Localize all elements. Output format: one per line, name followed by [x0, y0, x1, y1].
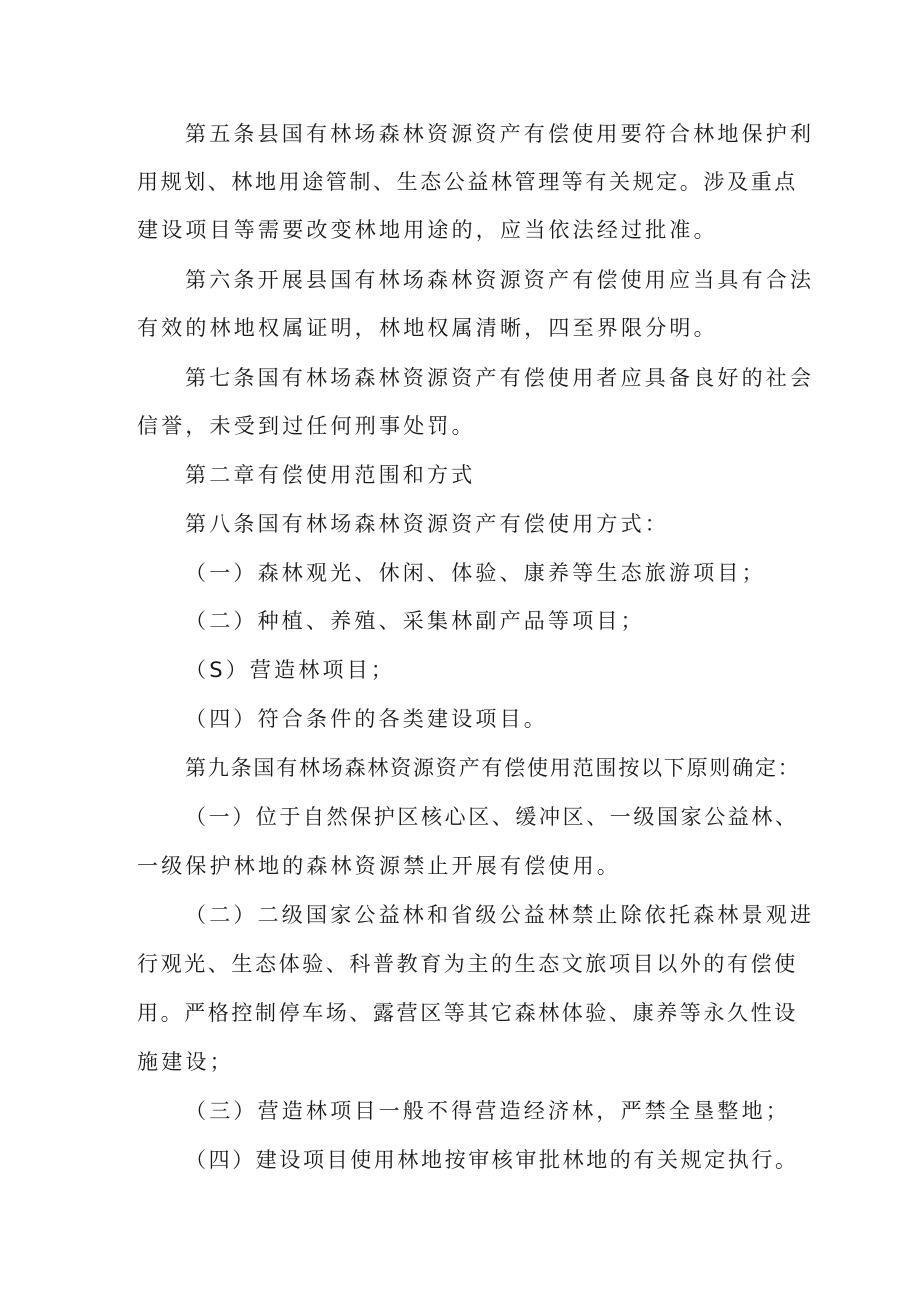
article-5-line-2: 用规划、林地用途管制、生态公益林管理等有关规定。涉及重点: [137, 170, 798, 194]
article-9-item-2-line-1: （二）二级国家公益林和省级公益林禁止除依托森林景观进: [185, 903, 815, 927]
article-9-item-3: （三）营造林项目一般不得营造经济林，严禁全垦整地；: [185, 1099, 790, 1123]
article-9-item-2-line-2: 行观光、生态体验、科普教育为主的生态文旅项目以外的有偿使: [137, 952, 798, 976]
chapter-2-heading: 第二章有偿使用范围和方式: [185, 463, 476, 487]
article-6-line-2: 有效的林地权属证明，林地权属清晰，四至界限分明。: [137, 316, 718, 340]
article-9-item-4: （四）建设项目使用林地按审核审批林地的有关规定执行。: [185, 1148, 799, 1172]
article-9-item-2-line-3: 用。严格控制停车场、露营区等其它森林体验、康养等永久性设: [137, 1001, 798, 1025]
article-8-line-1: 第八条国有林场森林资源资产有偿使用方式：: [185, 512, 669, 536]
article-9-item-1-line-2: 一级保护林地的森林资源禁止开展有偿使用。: [137, 854, 621, 878]
article-7-line-1: 第七条国有林场森林资源资产有偿使用者应具备良好的社会: [185, 366, 815, 390]
article-8-item-2: （二）种植、养殖、采集林副产品等项目；: [185, 609, 645, 633]
article-5-line-3: 建设项目等需要改变林地用途的，应当依法经过批准。: [137, 218, 718, 242]
article-9-item-1-line-1: （一）位于自然保护区核心区、缓冲区、一级国家公益林、: [185, 805, 799, 829]
article-8-item-1: （一）森林观光、休闲、体验、康养等生态旅游项目；: [185, 561, 766, 585]
article-8-item-4: （四）符合条件的各类建设项目。: [185, 707, 548, 731]
article-8-item-3: （S）营造林项目；: [185, 658, 396, 682]
article-9-line-1: 第九条国有林场森林资源资产有偿使用范围按以下原则确定：: [185, 756, 801, 780]
article-6-line-1: 第六条开展县国有林场森林资源资产有偿使用应当具有合法: [185, 268, 815, 292]
article-7-line-2: 信誉，未受到过任何刑事处罚。: [137, 414, 476, 438]
article-9-item-2-line-4: 施建设；: [137, 1050, 234, 1074]
article-5-line-1: 第五条县国有林场森林资源资产有偿使用要符合林地保护利: [185, 122, 815, 146]
